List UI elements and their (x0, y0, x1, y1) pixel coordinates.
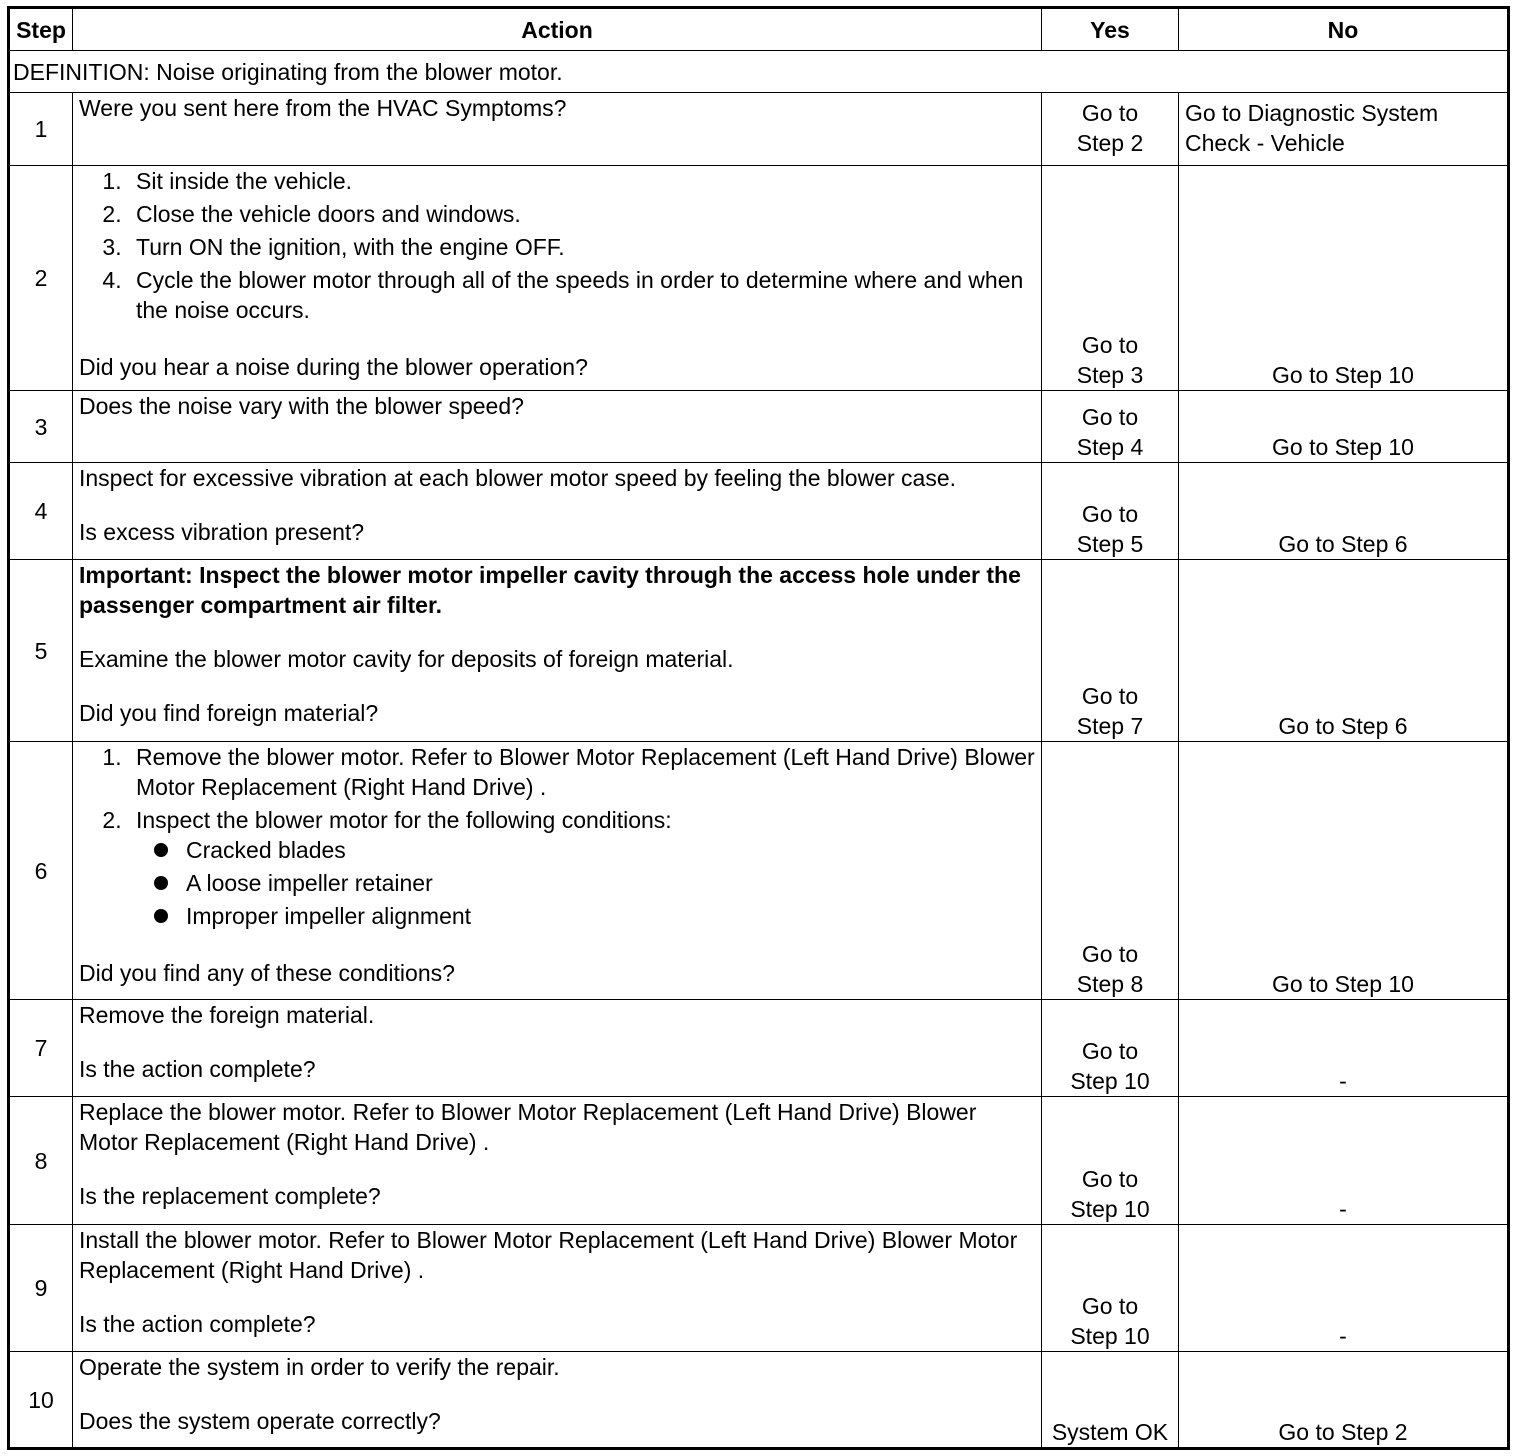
procedure-item: 1. Remove the blower motor. Refer to Blower Motor Replacement (Left Hand Drive) Blower Motor Replacement (Right Hand Drive) . (128, 742, 1035, 802)
yes-cell (1042, 93, 1179, 166)
action-text: Replace the blower motor. Refer to Blower Motor Replacement (Left Hand Drive) Blower Motor Replacement (Right Hand Drive) . (79, 1099, 977, 1155)
action-cell (73, 1000, 1042, 1097)
action-cell (73, 391, 1042, 463)
header-action: Action (73, 8, 1042, 51)
action-cell (73, 1352, 1042, 1449)
step-number: 1 (9, 93, 73, 166)
step-number: 8 (9, 1097, 73, 1225)
no-cell: Go to Step 10 (1179, 742, 1509, 1000)
action-question: Did you find foreign material? (79, 700, 379, 726)
condition-list (136, 835, 1035, 931)
important-note: Important: Inspect the blower motor impeller cavity through the access hole under the passenger compartment air filter. (79, 562, 1021, 618)
no-cell (1179, 93, 1509, 166)
bullet-icon (154, 909, 168, 923)
action-cell (73, 742, 1042, 1000)
header-yes: Yes (1042, 8, 1179, 51)
yes-line: Step 5 (1076, 531, 1144, 557)
action-text: Were you sent here from the HVAC Symptoms? (79, 95, 567, 121)
yes-line: Go to (1081, 941, 1139, 967)
yes-cell (1042, 560, 1179, 742)
yes-line: Go to (1081, 1038, 1139, 1064)
no-cell: - (1179, 1225, 1509, 1352)
yes-cell (1042, 1352, 1179, 1449)
yes-line: Step 10 (1070, 1068, 1150, 1094)
condition-item (186, 868, 1035, 898)
action-text: Examine the blower motor cavity for deposits of foreign material. (79, 646, 734, 672)
yes-line: Go to (1081, 404, 1139, 430)
definition-row (9, 51, 1509, 93)
yes-cell (1042, 463, 1179, 560)
table-row (9, 166, 1509, 391)
condition-text: Cracked blades (186, 837, 346, 863)
procedure-item: 2. Close the vehicle doors and windows. (128, 199, 1035, 229)
condition-item (186, 901, 1035, 931)
action-question: Did you find any of these conditions? (79, 960, 455, 986)
no-cell: Go to Step 2 (1179, 1352, 1509, 1449)
no-cell: Go to Step 6 (1179, 560, 1509, 742)
yes-cell (1042, 1097, 1179, 1225)
yes-cell (1042, 1225, 1179, 1352)
yes-cell (1042, 166, 1179, 391)
table-row (9, 1000, 1509, 1097)
yes-cell (1042, 742, 1179, 1000)
action-question: Does the system operate correctly? (79, 1408, 441, 1434)
no-cell: Go to Step 6 (1179, 463, 1509, 560)
no-cell: Go to Step 10 (1179, 391, 1509, 463)
yes-line: Go to (1081, 332, 1139, 358)
yes-line: Step 4 (1076, 434, 1144, 460)
procedure-item: 1. Sit inside the vehicle. (128, 166, 1035, 196)
yes-line: Go to (1081, 683, 1139, 709)
table-row (9, 560, 1509, 742)
table-row (9, 391, 1509, 463)
action-cell (73, 93, 1042, 166)
yes-line: Step 3 (1076, 362, 1144, 388)
bullet-icon (154, 876, 168, 890)
action-question: Is the action complete? (79, 1311, 316, 1337)
yes-line: Go to (1081, 1166, 1139, 1192)
action-cell (73, 1225, 1042, 1352)
yes-line: System OK (1051, 1419, 1169, 1445)
procedure-item (128, 805, 1035, 931)
condition-text: A loose impeller retainer (186, 870, 433, 896)
action-question: Is the action complete? (79, 1056, 316, 1082)
step-number: 9 (9, 1225, 73, 1352)
table-row (9, 1097, 1509, 1225)
diagnostic-table (7, 6, 1510, 1450)
action-cell (73, 166, 1042, 391)
procedure-list (79, 166, 1035, 325)
step-number: 6 (9, 742, 73, 1000)
yes-cell (1042, 391, 1179, 463)
step-number: 10 (9, 1352, 73, 1449)
yes-line: Go to (1081, 501, 1139, 527)
yes-line: Go to (1081, 1293, 1139, 1319)
yes-cell (1042, 1000, 1179, 1097)
header-step: Step (9, 8, 73, 51)
step-number: 2 (9, 166, 73, 391)
no-line: Go to Diagnostic System (1185, 100, 1439, 126)
action-text: Operate the system in order to verify the repair. (79, 1354, 560, 1380)
action-cell (73, 560, 1042, 742)
action-text: Remove the foreign material. (79, 1002, 375, 1028)
step-number: 3 (9, 391, 73, 463)
yes-line: Step 7 (1076, 713, 1144, 739)
table-row (9, 1352, 1509, 1449)
yes-line: Step 2 (1076, 130, 1144, 156)
no-cell: Go to Step 10 (1179, 166, 1509, 391)
condition-item (186, 835, 1035, 865)
yes-line: Go to (1081, 100, 1139, 126)
action-cell (73, 463, 1042, 560)
yes-line: Step 10 (1070, 1196, 1150, 1222)
step-number: 5 (9, 560, 73, 742)
action-question: Is the replacement complete? (79, 1183, 381, 1209)
yes-line: Step 10 (1070, 1323, 1150, 1349)
action-text: Inspect for excessive vibration at each blower motor speed by feeling the blower case. (79, 465, 957, 491)
action-text: Does the noise vary with the blower speed? (79, 393, 524, 419)
action-text: Install the blower motor. Refer to Blower Motor Replacement (Left Hand Drive) Blower Motor Replacement (Right Hand Drive) . (79, 1227, 1018, 1283)
header-no: No (1179, 8, 1509, 51)
procedure-item-text: Inspect the blower motor for the following conditions: (136, 807, 672, 833)
action-question: Is excess vibration present? (79, 519, 365, 545)
procedure-item: 3. Turn ON the ignition, with the engine OFF. (128, 232, 1035, 262)
header-row (9, 8, 1509, 51)
action-cell (73, 1097, 1042, 1225)
table-row (9, 742, 1509, 1000)
table-row (9, 93, 1509, 166)
procedure-list (79, 742, 1035, 931)
bullet-icon (154, 843, 168, 857)
no-cell: - (1179, 1097, 1509, 1225)
step-number: 4 (9, 463, 73, 560)
table-row (9, 463, 1509, 560)
procedure-item: 4. Cycle the blower motor through all of the speeds in order to determine where and when the noise occurs. (128, 265, 1035, 325)
no-cell: - (1179, 1000, 1509, 1097)
definition-text: DEFINITION: Noise originating from the blower motor. (9, 51, 1509, 93)
yes-line: Step 8 (1076, 971, 1144, 997)
action-question: Did you hear a noise during the blower operation? (79, 354, 588, 380)
condition-text: Improper impeller alignment (186, 903, 472, 929)
step-number: 7 (9, 1000, 73, 1097)
no-line: Check - Vehicle (1185, 130, 1345, 156)
table-row (9, 1225, 1509, 1352)
